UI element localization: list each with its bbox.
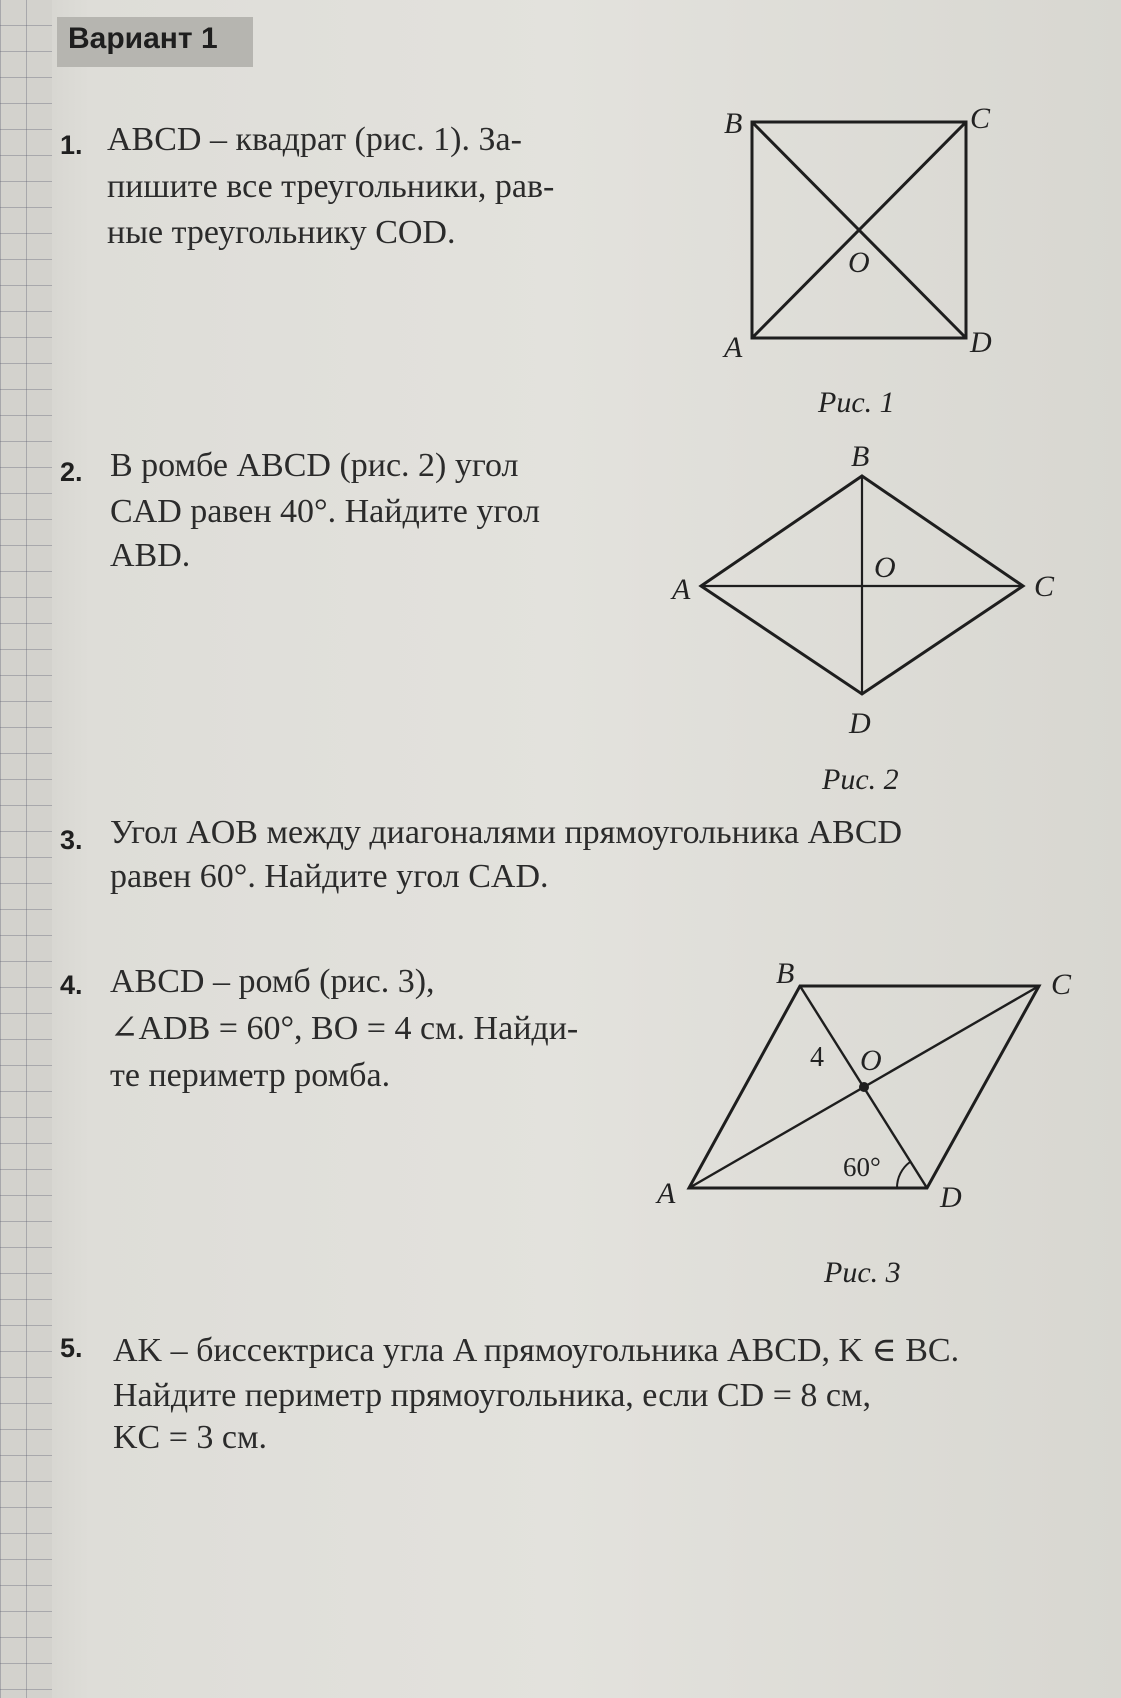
figure-1-label-c: C — [970, 102, 991, 135]
problem-1-line-3: ные треугольнику COD. — [107, 214, 456, 251]
problem-5-line-3: KC = 3 см. — [113, 1419, 268, 1456]
figure-1-square — [752, 122, 966, 338]
problem-5-line-2: Найдите периметр прямоугольника, если CD = 8 см, — [113, 1377, 872, 1414]
figure-1-caption: Рис. 1 — [818, 386, 895, 419]
figure-3-label-b: B — [776, 957, 795, 990]
problem-1-line-2: пишите все треугольники, рав- — [107, 168, 555, 205]
problem-3-number: 3. — [60, 825, 83, 855]
figure-1-label-o: O — [848, 246, 870, 279]
figure-3-label-c: C — [1051, 968, 1072, 1001]
figure-1-label-d: D — [970, 326, 992, 359]
problem-1-line-1: ABCD – квадрат (рис. 1). За- — [107, 121, 522, 158]
problem-3-line-1: Угол AOB между диагоналями прямоугольника ABCD — [110, 814, 903, 851]
problem-1-number: 1. — [60, 130, 83, 160]
problem-2-line-2: CAD равен 40°. Найдите угол — [110, 493, 541, 530]
problem-4-line-2: ∠ADB = 60°, BO = 4 см. Найди- — [110, 1010, 579, 1047]
figure-2-label-c: C — [1034, 570, 1055, 603]
problem-3-line-2: равен 60°. Найдите угол CAD. — [110, 858, 549, 895]
figure-3-label-d: D — [940, 1181, 962, 1214]
figure-3-caption: Рис. 3 — [824, 1256, 901, 1289]
figure-3-angle-label: 60° — [843, 1152, 881, 1182]
problem-4-line-1: ABCD – ромб (рис. 3), — [110, 963, 435, 1000]
figure-2-label-a: A — [672, 573, 691, 606]
figure-3-label-a: A — [657, 1177, 676, 1210]
variant-title: Вариант 1 — [68, 22, 218, 55]
problem-2-number: 2. — [60, 457, 83, 487]
figure-2-label-d: D — [849, 707, 871, 740]
problem-5-line-1: AK – биссектриса угла A прямоугольника ABCD, K ∈ BC. — [113, 1332, 960, 1369]
problem-5-number: 5. — [60, 1333, 83, 1363]
figure-2-rhombus — [701, 476, 1023, 694]
figure-2-label-b: B — [851, 440, 870, 473]
figure-1-label-b: B — [724, 107, 743, 140]
figure-2-caption: Рис. 2 — [822, 763, 899, 796]
figure-2-label-o: O — [874, 551, 896, 584]
problem-4-line-3: те периметр ромба. — [110, 1057, 391, 1094]
problem-2-line-1: В ромбе ABCD (рис. 2) угол — [110, 447, 519, 484]
problem-2-line-3: ABD. — [110, 537, 191, 574]
problem-4-number: 4. — [60, 970, 83, 1000]
figure-3-angle-arc — [897, 1162, 910, 1188]
figure-3-label-o: O — [860, 1044, 882, 1077]
figure-3-center-point — [859, 1082, 869, 1092]
figure-3-side-label: 4 — [810, 1042, 824, 1073]
figure-1-label-a: A — [724, 331, 743, 364]
